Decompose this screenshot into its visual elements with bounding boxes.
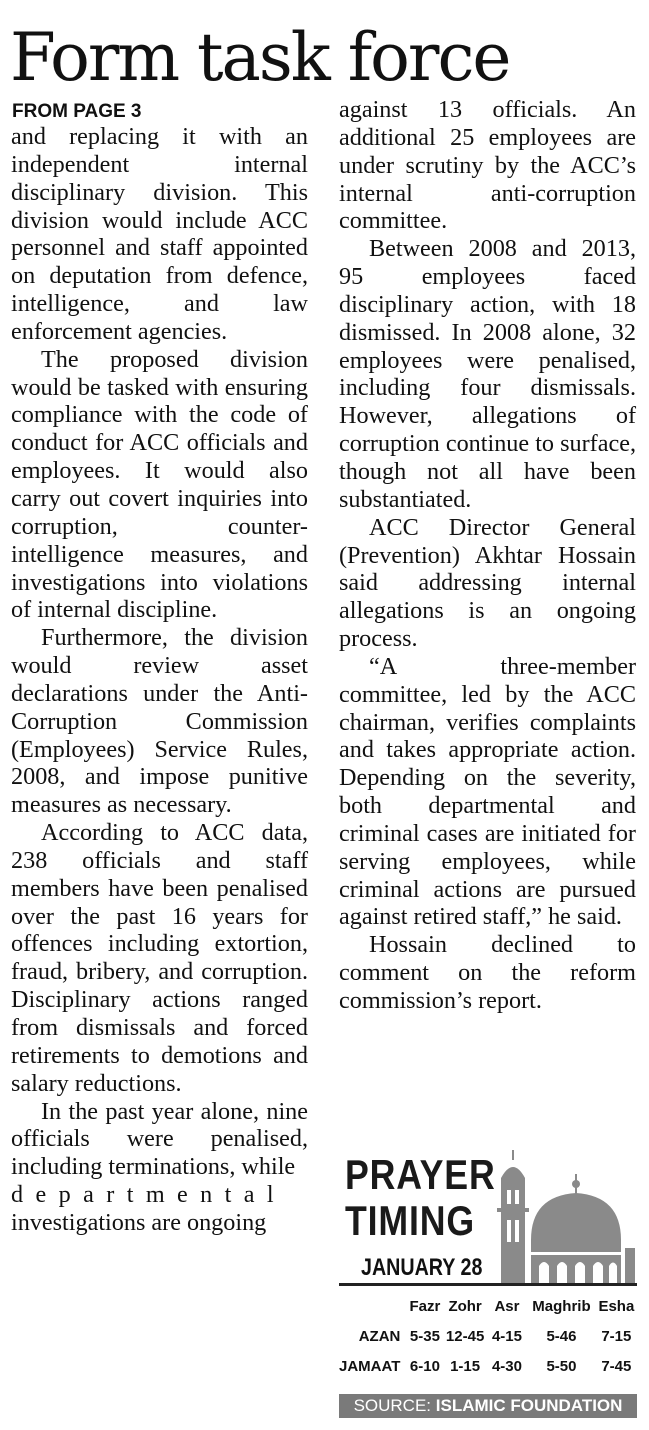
paragraph: Furthermore, the division would review asset declarations under the Anti-Corruption Commission (Employees) Service Rules, 2008, and impose punitive measures as necessary.	[11, 624, 308, 819]
paragraph: The proposed division would be tasked with ensuring compliance with the code of conduct for ACC officials and employees. It would also carry out covert inquiries into corruption, counter-intelligence measures, and investigations into violations of internal discipline.	[11, 345, 308, 624]
article-column-2	[339, 96, 636, 1015]
row-label: AZAN	[358, 1327, 401, 1345]
time-cell: 5-50	[546, 1357, 577, 1375]
time-cell: 4-30	[491, 1357, 522, 1375]
paragraph-spaced-line: departmental	[11, 1181, 287, 1209]
prayer-title-line2: TIMING	[345, 1197, 476, 1244]
paragraph: and replacing it with an independent internal disciplinary division. This division would include ACC personnel and staff appointed on deputation from defence, intelligence, and law enforcement agencies.	[11, 123, 308, 345]
time-cell: 7-15	[601, 1327, 632, 1345]
paragraph: According to ACC data, 238 officials and staff members have been penalised over the past 16 years for offences including extortion, fraud, bribery, and corruption. Disciplinary actions ranged from dismissals and forced retirements to demotions and salary reductions.	[11, 819, 308, 1097]
table-header-row	[339, 1291, 637, 1321]
article-column-1	[11, 123, 308, 1237]
source-label: SOURCE:	[353, 1396, 432, 1415]
paragraph: “A three-member committee, led by the ACC chairman, verifies complaints and takes appropriate action. Depending on the severity, both departmental and criminal cases are initiated for serving employees, while criminal actions are pursued against retired staff,” he said.	[339, 652, 636, 931]
divider	[339, 1283, 637, 1286]
table-row	[339, 1321, 637, 1351]
time-cell: 1-15	[450, 1357, 481, 1375]
paragraph: against 13 officials. An additional 25 employees are under scrutiny by the ACC’s internal anti-corruption committee.	[339, 96, 636, 235]
column-header: Fazr	[409, 1297, 441, 1315]
column-header: Maghrib	[532, 1297, 591, 1315]
prayer-timing-box	[339, 1148, 637, 1418]
source-bar	[339, 1394, 637, 1418]
column-header: Zohr	[448, 1297, 482, 1315]
table-row	[339, 1351, 637, 1381]
continued-from-label: FROM PAGE 3	[12, 101, 142, 122]
paragraph-last-line: investigations are ongoing	[11, 1208, 267, 1236]
paragraph: Between 2008 and 2013, 95 employees faced disciplinary action, with 18 dismissed. In 2008 alone, 32 employees were penalised, including four dismissals. However, allegations of corruption continue to surface, though not all have been substantiated.	[339, 235, 636, 513]
time-cell: 6-10	[409, 1357, 440, 1375]
paragraph: Hossain declined to comment on the reform commission’s report.	[339, 931, 636, 1014]
row-label: JAMAAT	[339, 1357, 401, 1375]
mosque-icon	[491, 1148, 637, 1288]
time-cell: 7-45	[601, 1357, 632, 1375]
prayer-date: JANUARY 28	[361, 1254, 483, 1281]
paragraph: In the past year alone, nine officials were penalised, including terminations, while	[11, 1097, 308, 1181]
headline: Form task force	[10, 19, 510, 96]
time-cell: 5-46	[546, 1327, 577, 1345]
time-cell: 4-15	[491, 1327, 522, 1345]
column-header: Esha	[598, 1297, 635, 1315]
source-value: ISLAMIC FOUNDATION	[435, 1396, 623, 1415]
column-header: Asr	[494, 1297, 520, 1315]
prayer-title-line1: PRAYER	[345, 1151, 496, 1198]
paragraph: ACC Director General (Prevention) Akhtar Hossain said addressing internal allegations is an ongoing process.	[339, 513, 636, 653]
prayer-times-table	[339, 1291, 637, 1381]
time-cell: 12-45	[445, 1327, 485, 1345]
time-cell: 5-35	[409, 1327, 440, 1345]
table-corner	[339, 1291, 406, 1321]
